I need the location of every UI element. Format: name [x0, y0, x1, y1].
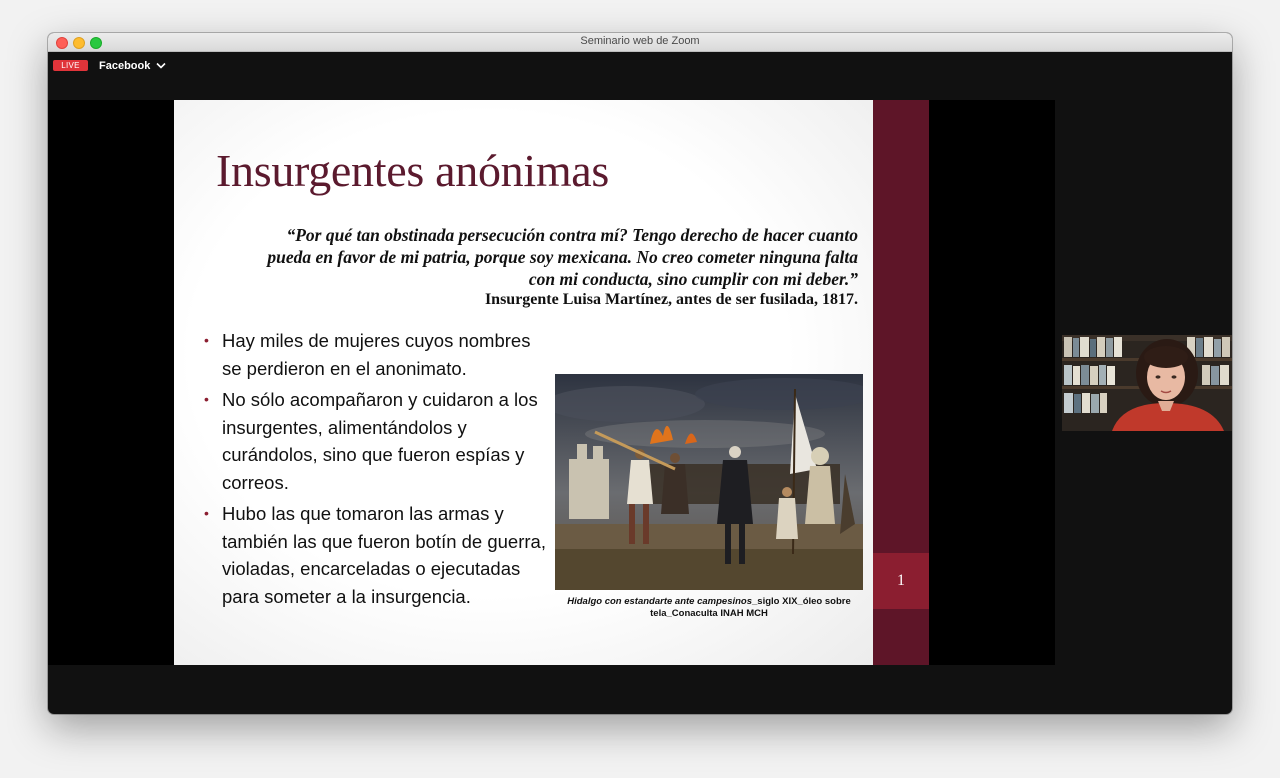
bullet-text: Hubo las que tomaron las armas y también las que fueron botín de guerra, violadas, encarceladas o ejecutadas para someter a la insurgencia. [222, 503, 546, 607]
bullet-text: No sólo acompañaron y cuidaron a los insurgentes, alimentándolos y curándolos, sino que fueron espías y correos. [222, 389, 538, 493]
bullet-item [204, 327, 554, 382]
image-caption [555, 596, 863, 620]
slide-page-number: 1 [873, 553, 929, 609]
bullet-list [204, 327, 554, 614]
quote-line: con mi conducta, sino cumplir con mi deber.” [528, 269, 858, 289]
window-title: Seminario web de Zoom [580, 35, 700, 47]
quote-attribution: Insurgente Luisa Martínez, antes de ser fusilada, 1817. [484, 291, 858, 308]
zoom-webinar-window [48, 33, 1232, 714]
screen-share-area [48, 100, 1055, 665]
bullet-text: Hay miles de mujeres cuyos nombres se perdieron en el anonimato. [222, 330, 531, 379]
stream-target-label: Facebook [99, 59, 151, 72]
presentation-slide [174, 100, 873, 665]
bullet-dot-icon: • [204, 505, 209, 521]
hidalgo-painting-image [555, 374, 863, 590]
bullet-dot-icon: • [204, 391, 209, 407]
quote-line: “Por qué tan obstinada persecución contra mí? Tengo derecho de hacer cuanto [286, 225, 858, 245]
slide-title: Insurgentes anónimas [216, 145, 610, 196]
quote-line: pueda en favor de mi patria, porque soy mexicana. No creo cometer ninguna falta [267, 247, 858, 267]
chevron-down-icon [156, 62, 166, 69]
slide-quote [210, 224, 858, 290]
caption-line2: tela_Conaculta INAH MCH [650, 608, 768, 619]
caption-rest: _siglo XIX_óleo sobre [752, 596, 851, 607]
stream-target-dropdown[interactable] [99, 57, 166, 74]
bullet-dot-icon: • [204, 332, 209, 348]
bullet-item [204, 386, 554, 496]
caption-italic: Hidalgo con estandarte ante campesinos [567, 596, 753, 607]
title-bar [48, 33, 1232, 52]
participant-video-tile[interactable] [1062, 335, 1232, 431]
speaker-avatar [1062, 335, 1232, 431]
bullet-item [204, 500, 554, 610]
live-badge: LIVE [53, 60, 88, 71]
